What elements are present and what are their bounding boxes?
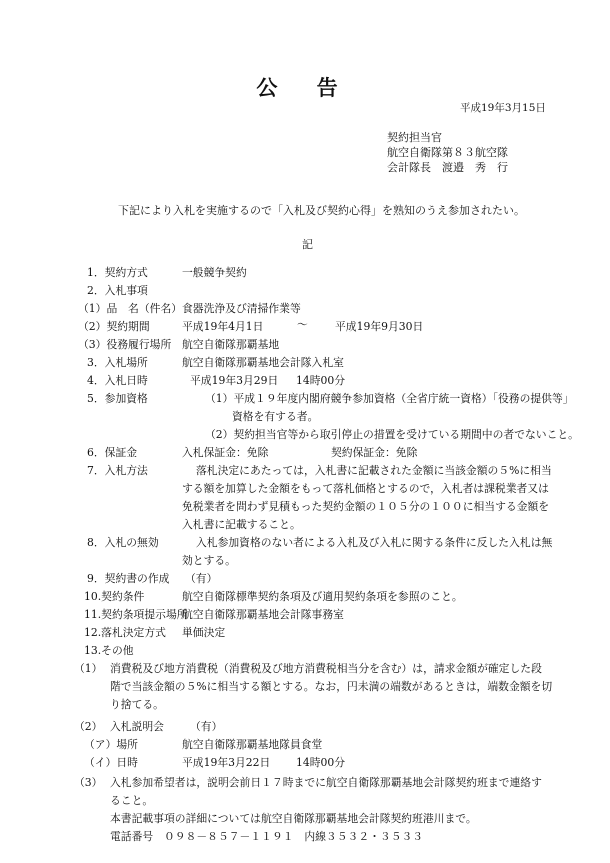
item-label: 1．契約方式 <box>87 266 148 279</box>
item-value: 入札書に記載すること。 <box>182 518 301 531</box>
item-value: 入札説明会 <box>110 720 164 733</box>
item-value: 航空自衛隊那覇基地会計隊入札室 <box>182 356 344 369</box>
range-tilde: ～ <box>297 318 308 331</box>
document-title: 公 告 <box>256 75 354 100</box>
item-label: 12.落札決定方式 <box>84 626 166 639</box>
item-label: 2．入札事項 <box>87 284 148 297</box>
item-value: 入札参加資格のない者による入札及び入札に関する条件に反した入札は無 <box>196 536 553 549</box>
subitem-label: （3）役務履行場所 <box>78 338 172 351</box>
issue-date: 平成19年3月15日 <box>460 102 546 114</box>
issuer-role: 契約担当官 <box>387 131 442 144</box>
item-value: 入札参加希望者は，説明会前日１７時までに航空自衛隊那覇基地会計隊契約班まで連絡す <box>110 776 542 789</box>
subitem-label: （2） <box>74 720 103 733</box>
contact-phone: 電話番号 ０９８－８５７－１１９１ 内線３５３２・３５３３ <box>110 830 424 843</box>
item-value: 14時00分 <box>296 374 346 387</box>
item-value: 階で当該金額の５%に相当する額とする。なお，円未満の端数があるときは，端数金額を切 <box>110 680 553 693</box>
item-label: 4．入札日時 <box>87 374 148 387</box>
item-value: 14時00分 <box>296 756 346 769</box>
item-value: 平成19年4月1日 <box>182 320 264 333</box>
item-value: 平成19年3月22日 <box>182 756 271 769</box>
contact-note: 本書記載事項の詳細については航空自衛隊那覇基地会計隊契約班港川まで。 <box>110 812 477 825</box>
issuer-unit: 航空自衛隊第８３航空隊 <box>387 146 508 159</box>
item-label: 9．契約書の作成 <box>87 572 170 585</box>
item-label: 11.契約条項提示場所 <box>84 608 188 621</box>
item-value: 効とする。 <box>182 554 236 567</box>
item-label: 5．参加資格 <box>87 392 148 405</box>
subitem-label: （3） <box>74 776 103 789</box>
item-value: 航空自衛隊那覇基地 <box>182 338 280 351</box>
item-value: 航空自衛隊那覇基地隊員食堂 <box>182 738 323 751</box>
item-value: 航空自衛隊標準契約条項及び適用契約条項を参照のこと。 <box>182 590 463 603</box>
subitem-label: （ア）場所 <box>84 738 138 751</box>
subitem-label: （2）契約期間 <box>78 320 150 333</box>
item-value: 契約保証金：免除 <box>331 446 418 459</box>
item-value: 落札決定にあたっては，入札書に記載された金額に当該金額の５%に相当 <box>196 464 552 477</box>
subitem-label: （1）品 名（件名） <box>78 302 183 315</box>
issuer-name: 会計隊長 渡邉 秀 行 <box>387 161 508 174</box>
item-value: （有） <box>185 572 218 585</box>
item-label: 7．入札方法 <box>87 464 148 477</box>
item-label: 8．入札の無効 <box>87 536 159 549</box>
item-value: 航空自衛隊那覇基地会計隊事務室 <box>182 608 344 621</box>
item-value: り捨てる。 <box>110 698 164 711</box>
item-value: （有） <box>190 720 223 733</box>
item-value: 消費税及び地方消費税（消費税及び地方消費税相当分を含む）は，請求金額が確定した段 <box>110 662 542 675</box>
item-value: 免税業者を問わず見積もった契約金額の１０５分の１００に相当する金額を <box>182 500 550 513</box>
item-value: 入札保証金：免除 <box>182 446 269 459</box>
item-value: 単価決定 <box>182 626 226 639</box>
item-label: 3．入札場所 <box>87 356 148 369</box>
item-label: 6．保証金 <box>87 446 138 459</box>
item-value: ること。 <box>110 794 154 807</box>
intro-text: 下記により入札を実施するので「入札及び契約心得」を熟知のうえ参加されたい。 <box>118 204 525 217</box>
item-value: 平成19年9月30日 <box>335 320 424 333</box>
subitem-label: （1） <box>74 662 103 675</box>
item-value: する額を加算した金額をもって落札価格とするので，入札者は課税業者又は <box>182 482 549 495</box>
item-label: 10.契約条件 <box>84 590 145 603</box>
item-value: 資格を有する者。 <box>232 410 319 423</box>
item-value: （2）契約担当官等から取引停止の措置を受けている期間中の者でないこと。 <box>205 428 579 441</box>
item-value: 平成19年3月29日 <box>190 374 279 387</box>
item-label: 13.その他 <box>84 644 134 657</box>
item-value: 一般競争契約 <box>182 266 247 279</box>
item-value: 食器洗浄及び清掃作業等 <box>182 302 301 315</box>
ki-heading: 記 <box>302 238 313 251</box>
item-value: （1）平成１９年度内閣府競争参加資格（全省庁統一資格）「役務の提供等」 <box>205 392 574 405</box>
subitem-label: （イ）日時 <box>84 756 138 769</box>
